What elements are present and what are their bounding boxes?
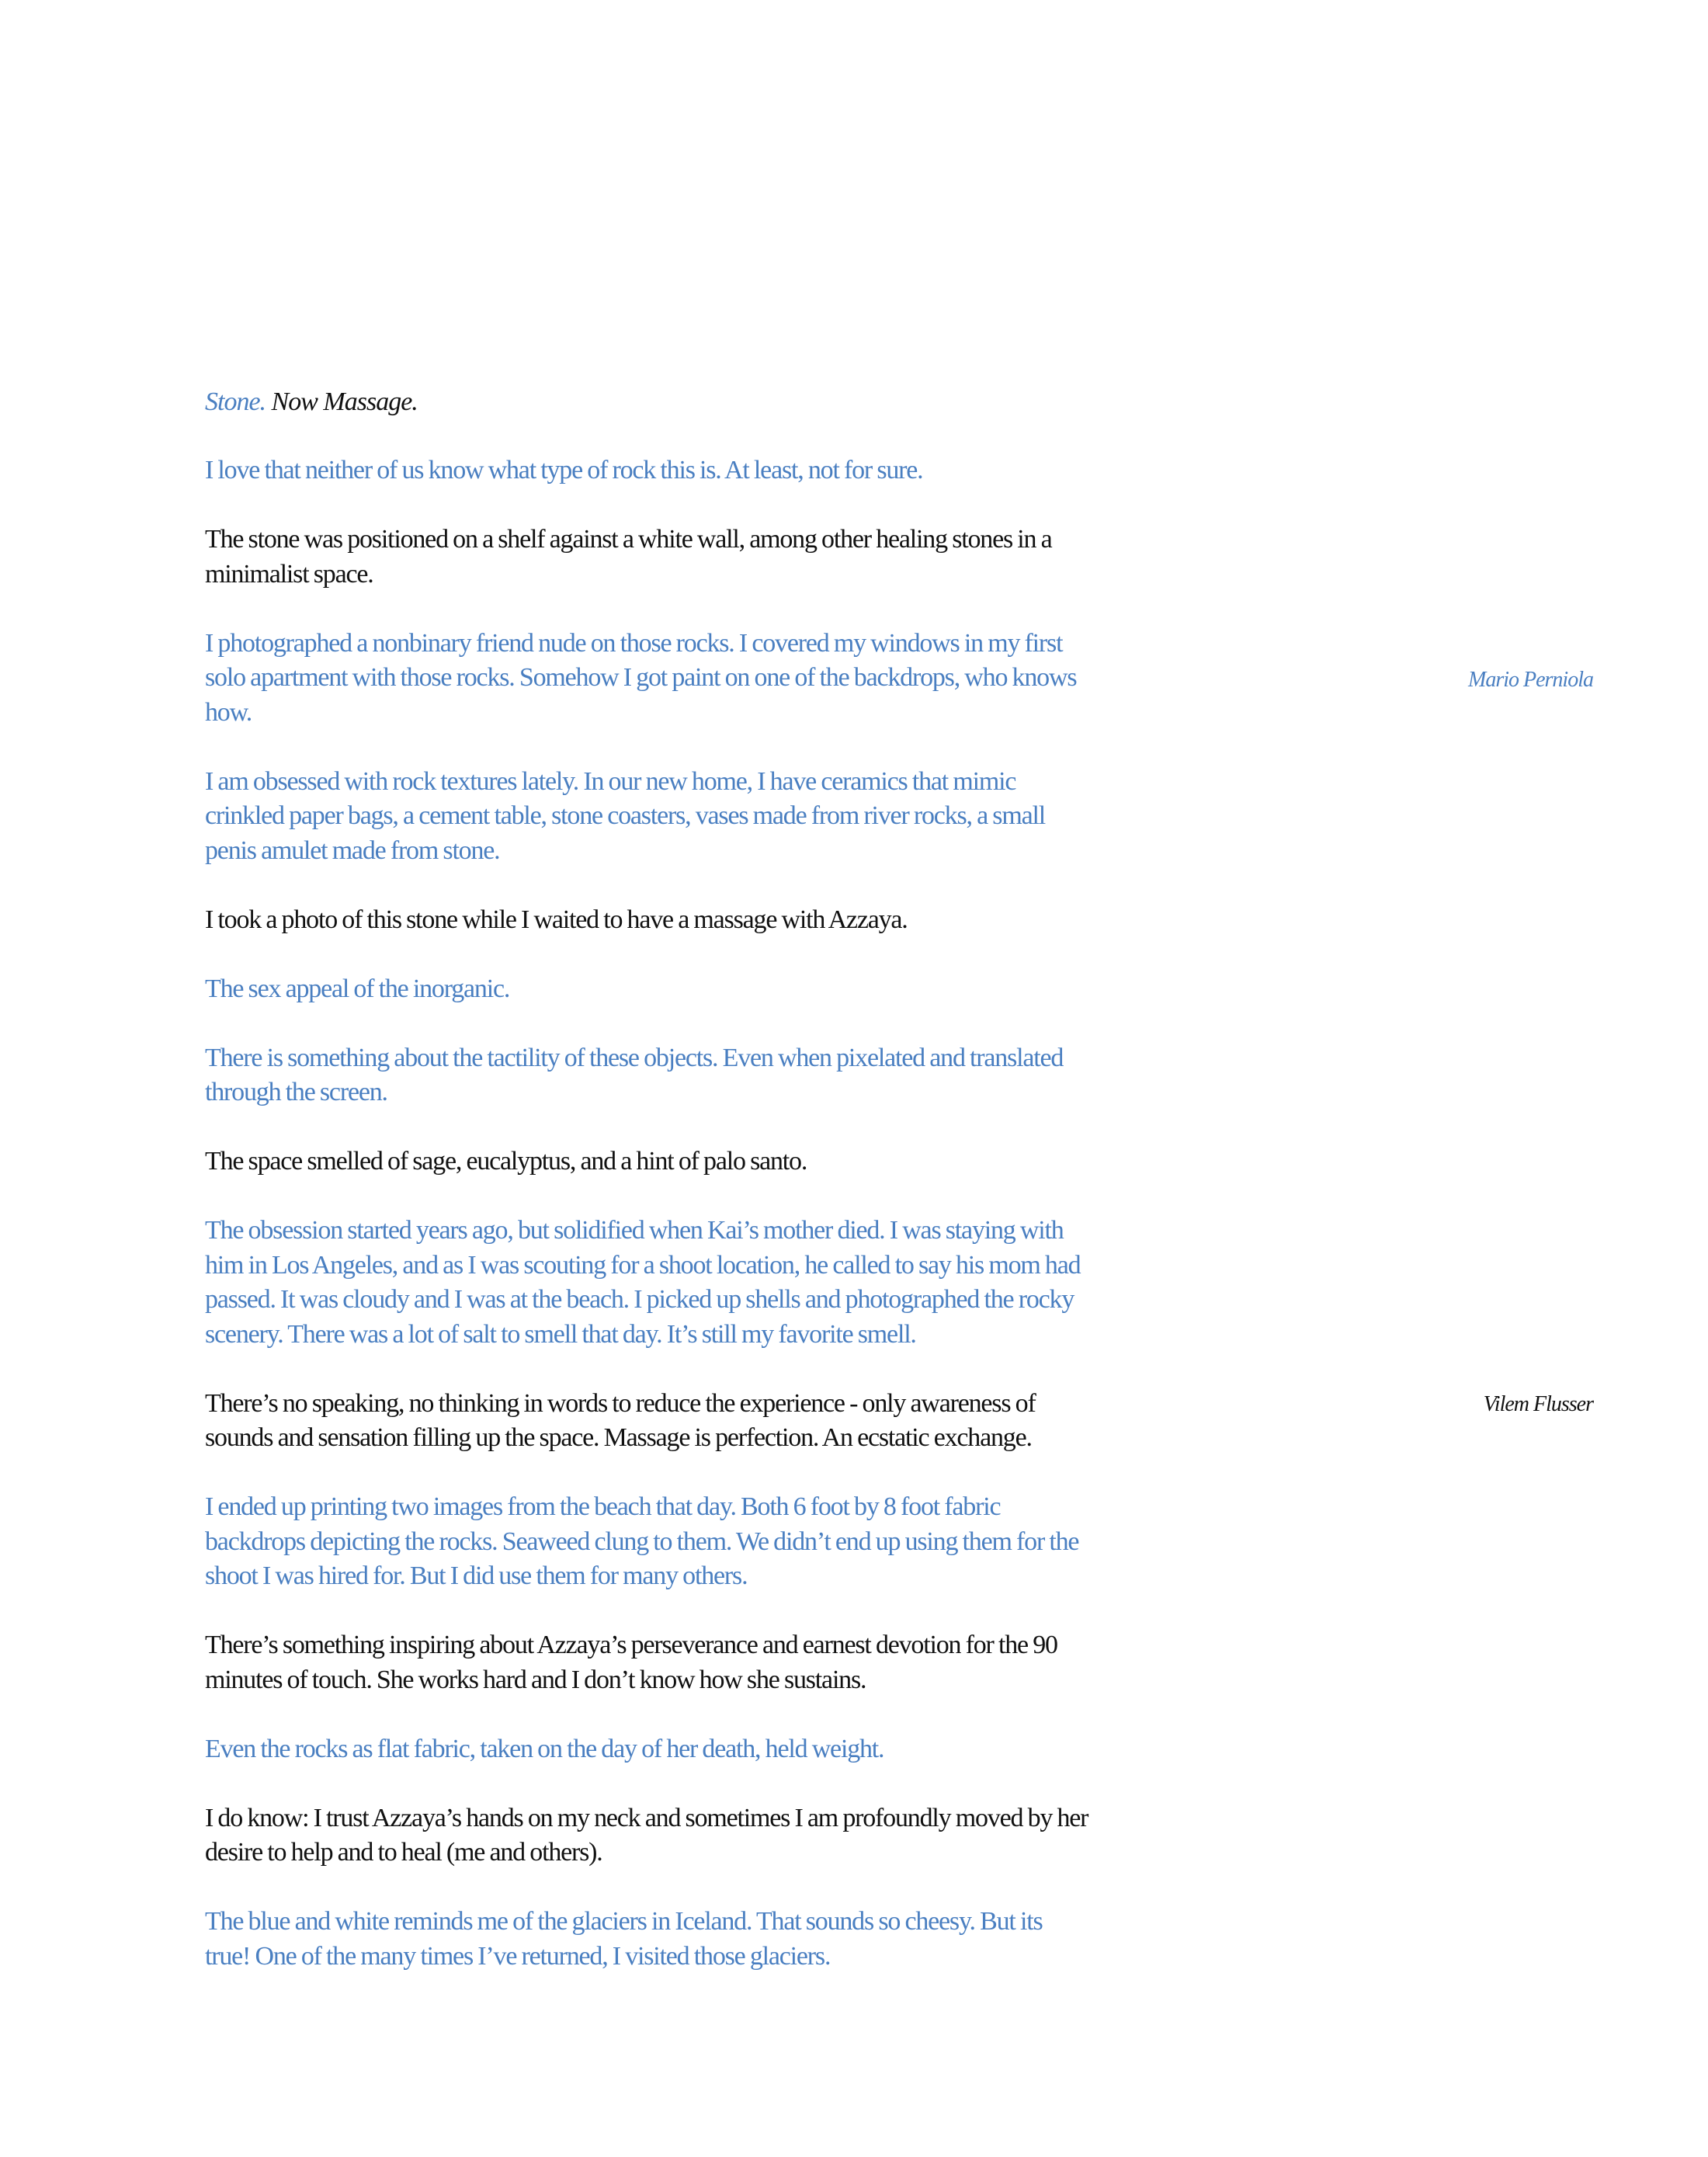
- title-stone: Stone.: [205, 387, 266, 416]
- paragraph-9: The obsession started years ago, but solidified when Kai’s mother died. I was staying with him in Los Angeles, and as I was scouting for a shoot location, he called to say his mom had passed. It was cloudy and I was at the beach. I picked up shells and photographed the rocky scenery. There was a lot of salt to smell that day. It’s still my favorite smell.: [205, 1216, 1081, 1349]
- paragraph-13: Even the rocks as flat fabric, taken on the day of her death, held weight.: [205, 1734, 884, 1763]
- paragraph-3: I photographed a nonbinary friend nude on those rocks. I covered my windows in my first solo apartment with those rocks. Somehow I got paint on one of the backdrops, who knows how.: [205, 628, 1077, 727]
- paragraph-8: The space smelled of sage, eucalyptus, and a hint of palo santo.: [205, 1147, 807, 1176]
- page-title: [205, 385, 418, 419]
- side-note-mario-perniola: Mario Perniola: [1468, 668, 1593, 692]
- paragraph-6: The sex appeal of the inorganic.: [205, 974, 510, 1003]
- side-note-vilem-flusser: Vilem Flusser: [1483, 1392, 1593, 1416]
- paragraph-11: I ended up printing two images from the beach that day. Both 6 foot by 8 foot fabric backdrops depicting the rocks. Seaweed clung to them. We didn’t end up using them for the shoot I was hired for. But I did use them for many others.: [205, 1492, 1079, 1590]
- text-column: [205, 453, 1090, 2009]
- paragraph-5: I took a photo of this stone while I waited to have a massage with Azzaya.: [205, 905, 908, 934]
- paragraph-10: There’s no speaking, no thinking in words to reduce the experience - only awareness of sounds and sensation filling up the space. Massage is perfection. An ecstatic exchange.: [205, 1388, 1036, 1452]
- paragraph-15: The blue and white reminds me of the glaciers in Iceland. That sounds so cheesy. But its true! One of the many times I’ve returned, I visited those glaciers.: [205, 1907, 1043, 1971]
- paragraph-7: There is something about the tactility of these objects. Even when pixelated and translated through the screen.: [205, 1043, 1064, 1106]
- paragraph-1: I love that neither of us know what type of rock this is. At least, not for sure.: [205, 456, 923, 485]
- paragraph-12: There’s something inspiring about Azzaya’s perseverance and earnest devotion for the 90 minutes of touch. She works hard and I don’t know how she sustains.: [205, 1631, 1057, 1694]
- title-now-massage: Now Massage.: [266, 387, 418, 416]
- paragraph-4: I am obsessed with rock textures lately. In our new home, I have ceramics that mimic crinkled paper bags, a cement table, stone coasters, vases made from river rocks, a small penis amulet made from stone.: [205, 766, 1045, 865]
- paragraph-2: The stone was positioned on a shelf against a white wall, among other healing stones in a minimalist space.: [205, 525, 1052, 589]
- paragraph-14: I do know: I trust Azzaya’s hands on my neck and sometimes I am profoundly moved by her desire to help and to heal (me and others).: [205, 1803, 1088, 1867]
